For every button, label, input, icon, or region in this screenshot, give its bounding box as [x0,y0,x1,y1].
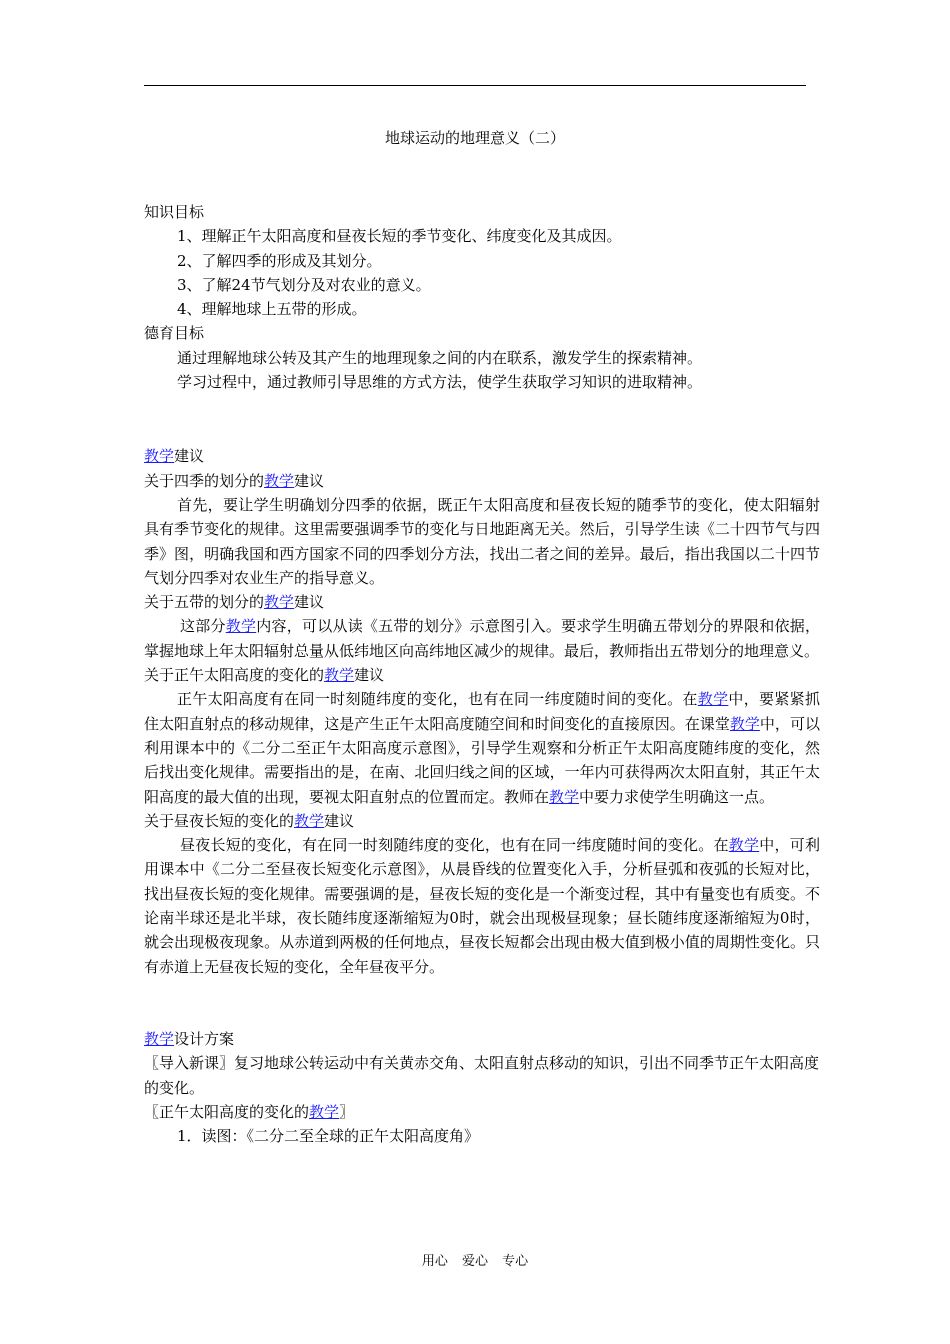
teaching-link[interactable]: 教学 [264,593,295,612]
seasons-heading: 关于四季的划分的教学建议 [144,471,325,490]
seasons-para: 首先，要让学生明确划分四季的依据，既正午太阳高度和昼夜长短的随季节的变化，使太阳辐射具有季节变化的规律。这里需要强调季节的变化与日地距离无关。然后，引导学生读《二十四节气与四季》图，明确我国和西方国家不同的四季划分方法，找出二者之间的差异。最后，指出我国以二十四节气划分四季对农业生产的指导意义。 [144,495,820,587]
teaching-link[interactable]: 教学 [225,617,257,636]
moral-para-2: 学习过程中，通过教师引导思维的方式方法，使学生获取学习知识的进取精神。 [177,373,703,392]
noon-para: 正午太阳高度有在同一时刻随纬度的变化，也有在同一纬度随时间的变化。在教学中，要紧紧抓住太阳直射点的移动规律，这是产生正午太阳高度随空间和时间变化的直接原因。在课堂教学中，可以利用课本中的《二分二至正午太阳高度示意图》，引导学生观察和分析正午太阳高度随纬度的变化，然后找出变化规律。需要指出的是，在南、北回归线之间的区域，一年内可获得两次太阳直射，其正午太阳高度的最大值的出现，要视太阳直射点的位置而定。教师在教学中要力求使学生明确这一点。 [144,690,820,806]
header-rule [144,85,806,86]
design-step-1: 1．读图：《二分二至全球的正午太阳高度角》 [177,1127,480,1146]
teaching-link[interactable]: 教学 [324,666,355,685]
zones-heading: 关于五带的划分的教学建议 [144,593,325,612]
teaching-link[interactable]: 教学 [728,836,760,855]
page-footer: 用心 爱心 专心 [421,1254,529,1269]
teaching-link[interactable]: 教学 [697,690,729,709]
knowledge-item-3: 3、了解24节气划分及对农业的意义。 [177,275,431,294]
page-title: 地球运动的地理意义（二） [384,129,565,147]
teaching-link[interactable]: 教学 [549,787,580,806]
zones-para: 这部分教学内容，可以从读《五带的划分》示意图引入。要求学生明确五带划分的界限和依据，掌握地球上年太阳辐射总量从低纬地区向高纬地区减少的规律。最后，教师指出五带划分的地理意义。 [144,617,820,660]
design-intro: 〖导入新课〗复习地球公转运动中有关黄赤交角、太阳直射点移动的知识，引出不同季节正午太阳高度的变化。 [144,1054,820,1097]
moral-para-1: 通过理解地球公转及其产生的地理现象之间的内在联系，激发学生的探索精神。 [177,348,703,367]
teaching-link[interactable]: 教学 [294,811,325,830]
knowledge-item-4: 4、理解地球上五带的形成。 [177,300,367,319]
design-subheading: 〖正午太阳高度的变化的教学〗 [144,1102,355,1121]
noon-heading: 关于正午太阳高度的变化的教学建议 [144,666,385,685]
knowledge-item-1: 1、理解正午太阳高度和昼夜长短的季节变化、纬度变化及其成因。 [177,227,622,246]
knowledge-item-2: 2、了解四季的形成及其划分。 [177,251,382,270]
knowledge-heading: 知识目标 [144,203,205,221]
daynight-para: 昼夜长短的变化，有在同一时刻随纬度的变化，也有在同一纬度随时间的变化。在教学中，可利用课本中《二分二至昼夜长短变化示意图》，从晨昏线的位置变化入手，分析昼弧和夜弧的长短对比，找出昼夜长短的变化规律。需要强调的是，昼夜长短的变化是一个渐变过程，其中有量变也有质变。不论南半球还是北半球，夜长随纬度逐渐缩短为0时，就会出现极昼现象；昼长随纬度逐渐缩短为0时，就会出现极夜现象。从赤道到两极的任何地点，昼夜长短都会出现由极大值到极小值的周期性变化。只有赤道上无昼夜长短的变化，全年昼夜平分。 [144,836,820,976]
teaching-link[interactable]: 教学 [264,471,295,490]
teaching-link[interactable]: 教学 [144,1029,175,1048]
daynight-heading: 关于昼夜长短的变化的教学建议 [144,811,355,830]
suggest-heading: 教学建议 [144,447,205,466]
document-body [144,200,820,1148]
teaching-link[interactable]: 教学 [144,447,175,466]
moral-heading: 德育目标 [144,324,205,343]
teaching-link[interactable]: 教学 [309,1102,340,1121]
design-heading: 教学设计方案 [144,1029,235,1048]
teaching-link[interactable]: 教学 [729,714,760,733]
